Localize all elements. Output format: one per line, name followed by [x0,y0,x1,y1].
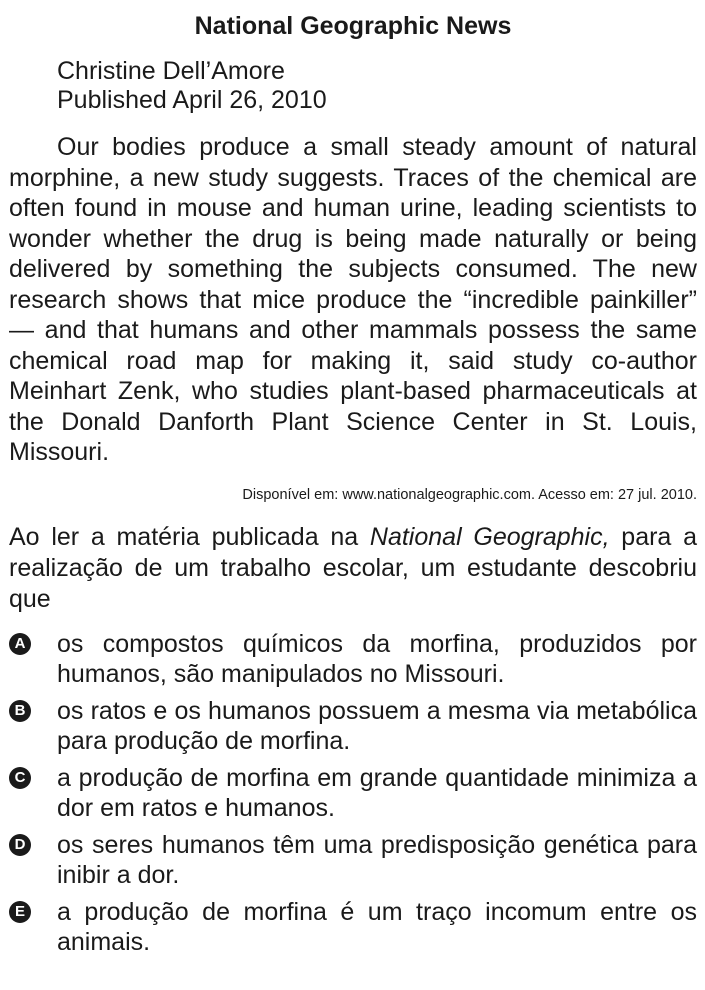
option-b[interactable] [9,696,697,756]
option-letter-badge: A [9,633,31,655]
option-d[interactable] [9,830,697,890]
question-stem [9,522,697,615]
option-letter-badge: D [9,834,31,856]
option-text: os ratos e os humanos possuem a mesma via metabólica para produção de morfina. [57,696,697,755]
option-text: os seres humanos têm uma predisposição genética para inibir a dor. [57,830,697,889]
option-text: os compostos químicos da morfina, produzidos por humanos, são manipulados no Missouri. [57,629,697,688]
option-letter-badge: C [9,767,31,789]
question-suffix: para a realização de um trabalho escolar, um estudante descobriu que [9,522,697,613]
answer-options [9,629,697,957]
option-a[interactable] [9,629,697,689]
question-publication-name: National Geographic, [369,522,610,551]
byline [57,57,697,115]
option-text: a produção de morfina em grande quantidade minimiza a dor em ratos e humanos. [57,763,697,822]
option-c[interactable] [9,763,697,823]
option-letter-badge: B [9,700,31,722]
publish-date: Published April 26, 2010 [57,86,327,114]
exam-page [0,11,705,990]
option-letter-badge: E [9,901,31,923]
article-title: National Geographic News [194,12,512,40]
option-e[interactable] [9,897,697,957]
author-name: Christine Dell’Amore [57,57,285,85]
question-prefix: Ao ler a matéria publicada na [9,522,370,551]
option-text: a produção de morfina é um traço incomum entre os animais. [57,897,697,956]
source-citation: Disponível em: www.nationalgeographic.com. Acesso em: 27 jul. 2010. [242,486,697,503]
article-body: Our bodies produce a small steady amount of natural morphine, a new study suggests. Traces of the chemical are often found in mouse and human urine, leading scientists to wonder whether the drug is being made naturally or being delivered by something the subjects consumed. The new research shows that mice produce the “incredible painkiller” — and that humans and other mammals possess the same chemical road map for making it, said study co-author Meinhart Zenk, who studies plant-based pharmaceuticals at the Donald Danforth Plant Science Center in St. Louis, Missouri. [9,133,697,466]
